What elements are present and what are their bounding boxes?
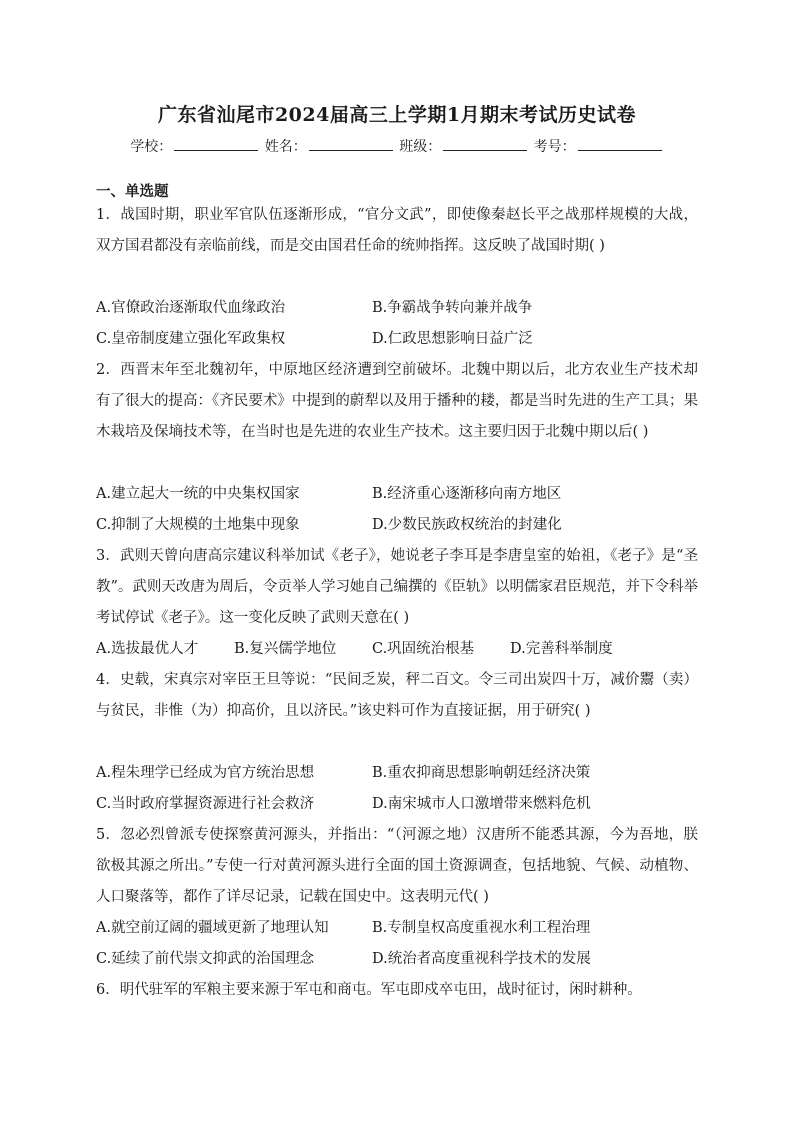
question-2-options-2: [96, 510, 698, 541]
school-label: 学校：: [130, 139, 173, 155]
question-5-options-2: [96, 944, 698, 975]
question-6-text: 6．明代驻军的军粮主要来源于军屯和商屯。军屯即戍卒屯田，战时征讨，闲时耕种。: [96, 982, 642, 998]
number-label: 考号：: [533, 139, 576, 155]
question-1-options: [96, 293, 698, 324]
class-blank[interactable]: [443, 138, 527, 151]
q3-option-d[interactable]: D.完善科举制度: [510, 641, 613, 657]
question-2-text: 2．西晋末年至北魏初年，中原地区经济遭到空前破坏。北魏中期以后，北方农业生产技术却有了很大的提高：《齐民要术》中提到的蔚犁以及用于播种的耧，都是当时先进的生产工具；果木栽培及保墒技术等，在当时也是先进的农业生产技术。这主要归因于北魏中期以后( ): [96, 362, 698, 440]
q1-option-a[interactable]: A.官僚政治逐渐取代血缘政治: [96, 300, 286, 316]
q4-option-a[interactable]: A.程朱理学已经成为官方统治思想: [96, 765, 315, 781]
school-blank[interactable]: [174, 138, 258, 151]
q3-option-c[interactable]: C.巩固统治根基: [372, 641, 475, 657]
exam-title: 广东省汕尾市2024届高三上学期1月期末考试历史试卷: [157, 104, 637, 126]
q4-option-c[interactable]: C.当时政府掌握资源进行社会救济: [96, 796, 315, 812]
number-blank[interactable]: [578, 138, 662, 151]
name-blank[interactable]: [309, 138, 393, 151]
question-4-options-2: [96, 789, 698, 820]
q1-option-c[interactable]: C.皇帝制度建立强化军政集权: [96, 331, 286, 347]
class-label: 班级：: [399, 139, 442, 155]
name-label: 姓名：: [264, 139, 307, 155]
question-5-options: [96, 913, 698, 944]
student-info-line: [0, 136, 794, 156]
q5-option-b[interactable]: B.专制皇权高度重视水利工程治理: [372, 920, 591, 936]
q4-option-d[interactable]: D.南宋城市人口激增带来燃料危机: [372, 796, 591, 812]
q5-option-c[interactable]: C.延续了前代崇文抑武的治国理念: [96, 951, 315, 967]
q2-option-a[interactable]: A.建立起大一统的中央集权国家: [96, 486, 300, 502]
q3-option-a[interactable]: A.选拔最优人才: [96, 641, 199, 657]
question-3-options: [96, 634, 698, 665]
question-4-options: [96, 758, 698, 789]
question-5-text: 5．忽必烈曾派专使探察黄河源头，并指出：“（河源之地）汉唐所不能悉其源，今为吾地，朕欲极其源之所出。”专使一行对黄河源头进行全面的国土资源调查，包括地貌、气候、动植物、人口聚落等，都作了详尽记录，记载在国史中。这表明元代( ): [96, 827, 698, 905]
q2-option-c[interactable]: C.抑制了大规模的土地集中现象: [96, 517, 300, 533]
section-title: 一、单选题: [96, 183, 169, 200]
question-2-options: [96, 479, 698, 510]
q2-option-d[interactable]: D.少数民族政权统治的封建化: [372, 517, 562, 533]
question-1-options-2: [96, 324, 698, 355]
q5-option-a[interactable]: A.就空前辽阔的疆域更新了地理认知: [96, 920, 329, 936]
question-3-text: 3．武则天曾向唐高宗建议科举加试《老子》，她说老子李耳是李唐皇室的始祖，《老子》是“圣教”。武则天改唐为周后，令贡举人学习她自己编撰的《臣轨》以明儒家君臣规范，并下令科举考试停试《老子》。这一变化反映了武则天意在( ): [96, 548, 698, 626]
q5-option-d[interactable]: D.统治者高度重视科学技术的发展: [372, 951, 591, 967]
q4-option-b[interactable]: B.重农抑商思想影响朝廷经济决策: [372, 765, 591, 781]
question-4-text: 4．史载，宋真宗对宰臣王旦等说：“民间乏炭，秤二百文。令三司出炭四十万，减价鬻（卖）与贫民，非惟（为）抑高价，且以济民。”该史料可作为直接证据，用于研究( ): [96, 672, 698, 719]
q1-option-d[interactable]: D.仁政思想影响日益广泛: [372, 331, 533, 347]
question-1-text: 1．战国时期，职业军官队伍逐渐形成，“官分文武”，即使像秦赵长平之战那样规模的大战，双方国君都没有亲临前线，而是交由国君任命的统帅指挥。这反映了战国时期( ): [96, 207, 698, 254]
q2-option-b[interactable]: B.经济重心逐渐移向南方地区: [372, 486, 562, 502]
q3-option-b[interactable]: B.复兴儒学地位: [234, 641, 337, 657]
q1-option-b[interactable]: B.争霸战争转向兼并战争: [372, 300, 533, 316]
